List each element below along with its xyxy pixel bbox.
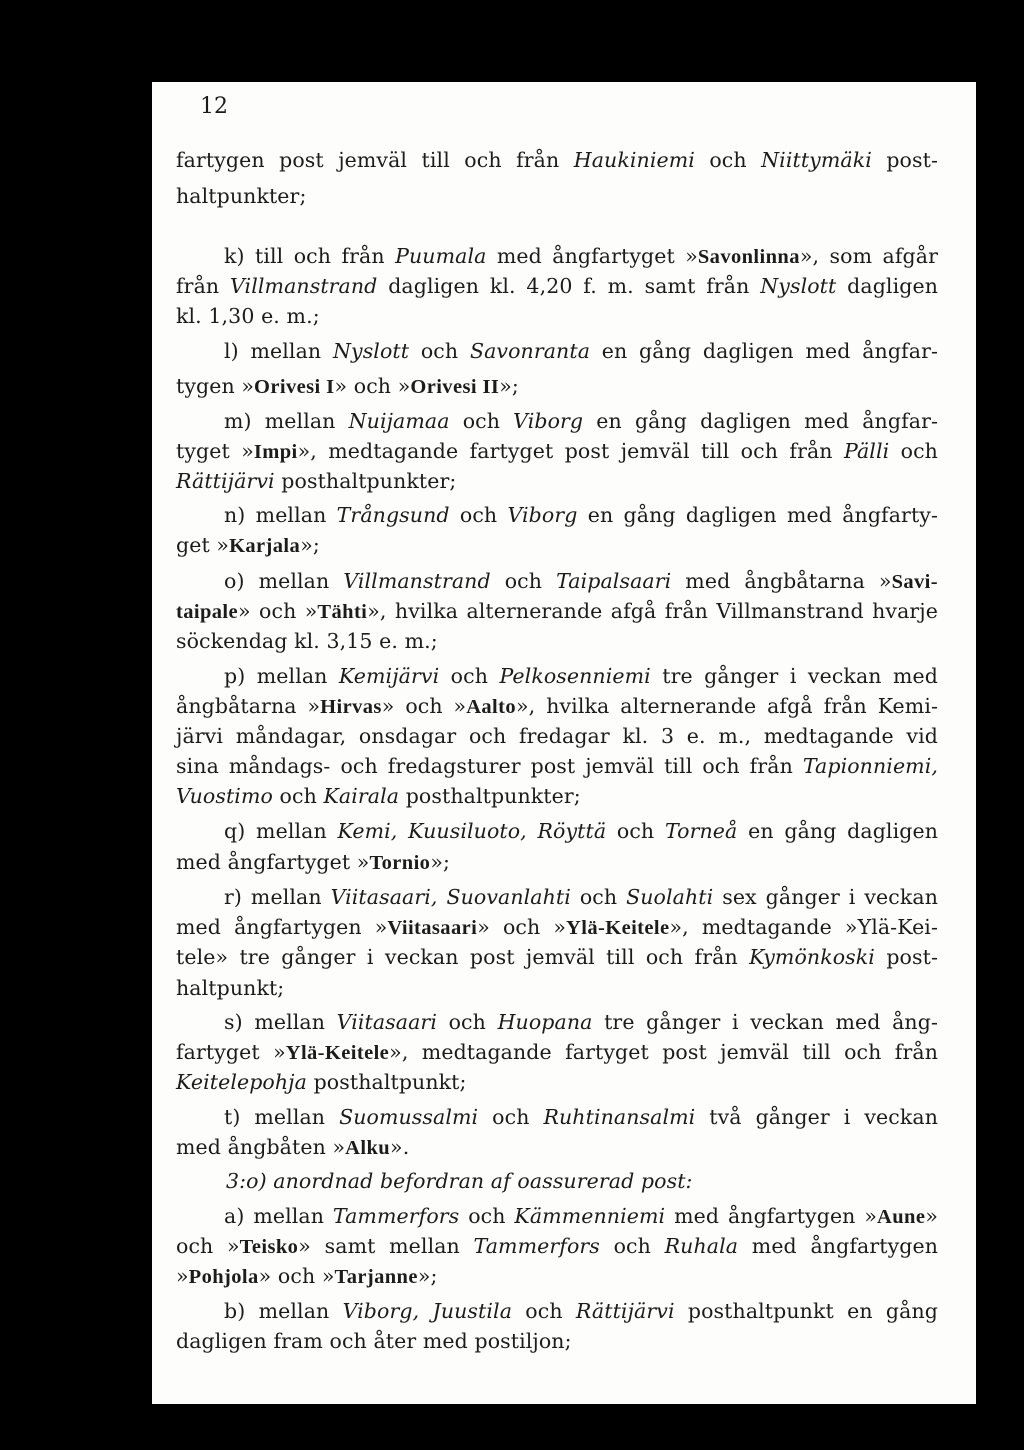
text-span: posthaltpunkter; <box>399 784 581 808</box>
text-line <box>224 1102 938 1132</box>
text-span: s) mellan <box>224 1010 337 1034</box>
text-span: och <box>478 1105 544 1129</box>
bold-text: Alku <box>345 1137 391 1159</box>
text-span: » och » <box>381 694 467 718</box>
text-span: tele» tre gånger i veckan post jemväl till och från <box>176 945 750 969</box>
italic-text: Tapionniemi, <box>802 754 938 778</box>
italic-text: Viborg, Juustila <box>342 1299 513 1323</box>
text-span: k) till och från <box>224 244 396 268</box>
text-span: en gång dagligen med ångfar- <box>590 339 938 363</box>
bold-text: Savi- <box>891 571 939 593</box>
text-line <box>176 145 938 175</box>
text-line <box>224 500 938 530</box>
text-line <box>224 1007 938 1037</box>
text-line <box>176 371 938 402</box>
text-span: », medtagande fartyget post jemväl till och från <box>389 1040 938 1064</box>
text-span: dagligen fram och åter med postiljon; <box>176 1329 572 1353</box>
text-line <box>176 436 938 467</box>
bold-text: Tarjanne <box>334 1266 418 1288</box>
italic-text: Haukiniemi <box>573 148 695 172</box>
text-span: med ångbåten » <box>176 1135 346 1159</box>
italic-text: Nyslott <box>332 339 410 363</box>
italic-text: Kemi, Kuusiluoto, Röyttä <box>337 819 607 843</box>
italic-text: Tammerfors <box>332 1204 460 1228</box>
text-line <box>176 912 938 943</box>
text-span: en gång dagligen med ångfar- <box>583 409 939 433</box>
text-span: haltpunkter; <box>176 184 307 208</box>
text-line <box>176 1132 938 1163</box>
italic-text: Kymönkoski <box>749 945 875 969</box>
text-span: med ångbåtarna » <box>671 569 892 593</box>
bold-text: taipale <box>176 601 239 623</box>
text-span: dagligen kl. 4,20 f. m. samt från <box>377 274 761 298</box>
text-span: en gång dagligen <box>737 819 938 843</box>
text-line <box>176 1326 938 1356</box>
text-span: » <box>925 1204 938 1228</box>
bold-text: Savonlinna <box>697 246 800 268</box>
text-line <box>176 530 938 561</box>
text-line <box>224 406 938 436</box>
italic-text: Ruhala <box>664 1234 739 1258</box>
text-span: », som afgår <box>799 244 939 268</box>
text-span: » och » <box>334 374 411 398</box>
text-span: tre gånger i veckan med ång- <box>592 1010 938 1034</box>
italic-text: Villmanstrand <box>343 569 491 593</box>
italic-text: Tammerfors <box>473 1234 600 1258</box>
bold-text: Teisko <box>239 1236 299 1258</box>
text-span: »; <box>300 533 320 557</box>
text-span: fartyget » <box>176 1040 286 1064</box>
text-span: q) mellan <box>224 819 338 843</box>
italic-text: Kämmenniemi <box>514 1204 666 1228</box>
text-line <box>176 973 938 1003</box>
text-span: m) mellan <box>224 409 349 433</box>
text-span: posthaltpunkter; <box>274 469 457 493</box>
text-line <box>176 626 938 656</box>
text-span: tyget » <box>176 439 254 463</box>
italic-text: Viitasaari <box>336 1010 437 1034</box>
text-span: haltpunkt; <box>176 976 285 1000</box>
text-span: » och » <box>258 1264 335 1288</box>
text-line <box>176 1261 938 1292</box>
italic-text: Nyslott <box>760 274 837 298</box>
text-span: o) mellan <box>224 569 344 593</box>
bold-text: Tähti <box>317 601 368 623</box>
bold-text: Ylä-Keitele <box>285 1042 390 1064</box>
text-span: söckendag kl. 3,15 e. m.; <box>176 629 438 653</box>
text-span: och <box>439 664 500 688</box>
text-span: och » <box>176 1234 240 1258</box>
text-line <box>224 241 938 272</box>
text-line <box>224 661 938 691</box>
text-span: sina måndags- och fredagsturer post jemväl till och från <box>176 754 803 778</box>
text-line <box>176 466 938 496</box>
text-span: p) mellan <box>224 664 339 688</box>
text-span: » och » <box>477 915 567 939</box>
text-line <box>224 566 938 597</box>
text-span: och <box>490 569 557 593</box>
text-span: med ångfartygen » <box>665 1204 878 1228</box>
italic-text: Villmanstrand <box>230 274 378 298</box>
italic-text: Keitelepohja <box>176 1070 307 1094</box>
text-span: fartygen post jemväl till och från <box>176 148 574 172</box>
text-span: med ångfartygen » <box>176 915 388 939</box>
text-line <box>176 301 938 331</box>
italic-text: Ruhtinansalmi <box>543 1105 696 1129</box>
text-span: och <box>449 503 508 527</box>
italic-text: Pelkosenniemi <box>499 664 651 688</box>
text-span: »; <box>417 1264 438 1288</box>
bold-text: Orivesi II <box>410 376 500 398</box>
text-span: », medtagande »Ylä-Kei- <box>669 915 938 939</box>
italic-text: Suomussalmi <box>339 1105 479 1129</box>
text-span: tygen » <box>176 374 255 398</box>
italic-text: Niittymäki <box>761 148 872 172</box>
page-number: 12 <box>200 94 228 119</box>
text-span: get » <box>176 533 230 557</box>
text-line <box>224 1201 938 1232</box>
italic-text: 3:o) anordnad befordran af oassurerad post: <box>226 1169 693 1193</box>
bold-text: Tornio <box>369 852 431 874</box>
italic-text: Kemijärvi <box>338 664 440 688</box>
bold-text: Pohjola <box>188 1266 259 1288</box>
text-span: post- <box>874 945 938 969</box>
italic-text: Viborg <box>513 409 584 433</box>
text-line <box>176 596 938 627</box>
bold-text: Viitasaari <box>387 917 478 939</box>
text-span: l) mellan <box>224 339 333 363</box>
italic-text: Viborg <box>507 503 578 527</box>
bold-text: Impi <box>253 441 298 463</box>
text-span: med ångfartyget » <box>176 850 370 874</box>
text-line <box>176 1067 938 1097</box>
text-span: och <box>599 1234 665 1258</box>
text-span: och <box>437 1010 498 1034</box>
text-span: post- <box>871 148 938 172</box>
text-span: r) mellan <box>224 885 331 909</box>
text-span: n) mellan <box>224 503 337 527</box>
text-span: och <box>694 148 762 172</box>
text-span: kl. 1,30 e. m.; <box>176 304 320 328</box>
text-span: a) mellan <box>224 1204 333 1228</box>
italic-text: Viitasaari, Suovanlahti <box>330 885 571 909</box>
text-line <box>176 181 938 211</box>
text-line <box>176 1037 938 1068</box>
italic-text: Torneå <box>664 819 738 843</box>
text-span: och <box>889 439 938 463</box>
text-span: » och » <box>238 599 318 623</box>
text-span: och <box>409 339 470 363</box>
text-line <box>224 816 938 846</box>
text-span: och <box>512 1299 576 1323</box>
text-span: »; <box>430 850 450 874</box>
text-line <box>224 336 938 366</box>
text-span: med ångfartyget » <box>486 244 698 268</box>
italic-text: Pälli <box>844 439 890 463</box>
bold-text: Ylä-Keitele <box>566 917 670 939</box>
bold-text: Aune <box>877 1206 926 1228</box>
text-line <box>176 847 938 878</box>
italic-text: Kairala <box>323 784 400 808</box>
text-span: järvi måndagar, onsdagar och fredagar kl. 3 e. m., medtagande vid <box>176 724 938 748</box>
italic-text: Trångsund <box>336 503 450 527</box>
italic-text: Puumala <box>395 244 487 268</box>
text-span: två gånger i veckan <box>695 1105 938 1129</box>
text-span: » samt mellan <box>298 1234 474 1258</box>
text-line <box>224 1296 938 1326</box>
text-span: », hvilka alternerande afgå från Kemi- <box>516 694 939 718</box>
italic-text: Huopana <box>497 1010 593 1034</box>
text-span: »; <box>499 374 519 398</box>
text-span: och <box>459 1204 515 1228</box>
text-span: en gång dagligen med ångfarty- <box>577 503 939 527</box>
italic-text: Rättijärvi <box>575 1299 675 1323</box>
text-span: posthaltpunkt; <box>306 1070 467 1094</box>
italic-text: Rättijärvi <box>176 469 275 493</box>
text-span: med ångfartygen <box>738 1234 939 1258</box>
text-span: b) mellan <box>224 1299 343 1323</box>
text-span: och <box>272 784 324 808</box>
text-span: », medtagande fartyget post jemväl till och från <box>297 439 844 463</box>
italic-text: Savonranta <box>469 339 591 363</box>
text-span: » <box>176 1264 189 1288</box>
text-line <box>176 691 938 722</box>
text-line <box>176 751 938 781</box>
text-line <box>226 1166 938 1196</box>
text-line <box>176 271 938 301</box>
text-span: från <box>176 274 231 298</box>
text-span: och <box>606 819 665 843</box>
text-line <box>176 781 938 811</box>
text-line <box>224 882 938 912</box>
bold-text: Karjala <box>229 535 301 557</box>
italic-text: Vuostimo <box>176 784 273 808</box>
bold-text: Hirvas <box>320 696 382 718</box>
italic-text: Suolahti <box>626 885 714 909</box>
text-span: t) mellan <box>224 1105 340 1129</box>
text-span: dagligen <box>836 274 938 298</box>
text-line <box>176 1231 938 1262</box>
bold-text: Orivesi I <box>254 376 335 398</box>
text-span: », hvilka alternerande afgå från Villmanstrand hvarje <box>367 599 938 623</box>
text-span: posthaltpunkt en gång <box>674 1299 938 1323</box>
italic-text: Taipalsaari <box>556 569 672 593</box>
text-line <box>176 721 938 751</box>
text-span: ». <box>390 1135 410 1159</box>
text-span: sex gånger i veckan <box>713 885 938 909</box>
bold-text: Aalto <box>466 696 517 718</box>
italic-text: Nuijamaa <box>348 409 450 433</box>
text-line <box>176 942 938 972</box>
text-span: tre gånger i veckan med <box>650 664 939 688</box>
text-span: och <box>570 885 627 909</box>
text-span: ångbåtarna » <box>176 694 321 718</box>
text-span: och <box>449 409 514 433</box>
